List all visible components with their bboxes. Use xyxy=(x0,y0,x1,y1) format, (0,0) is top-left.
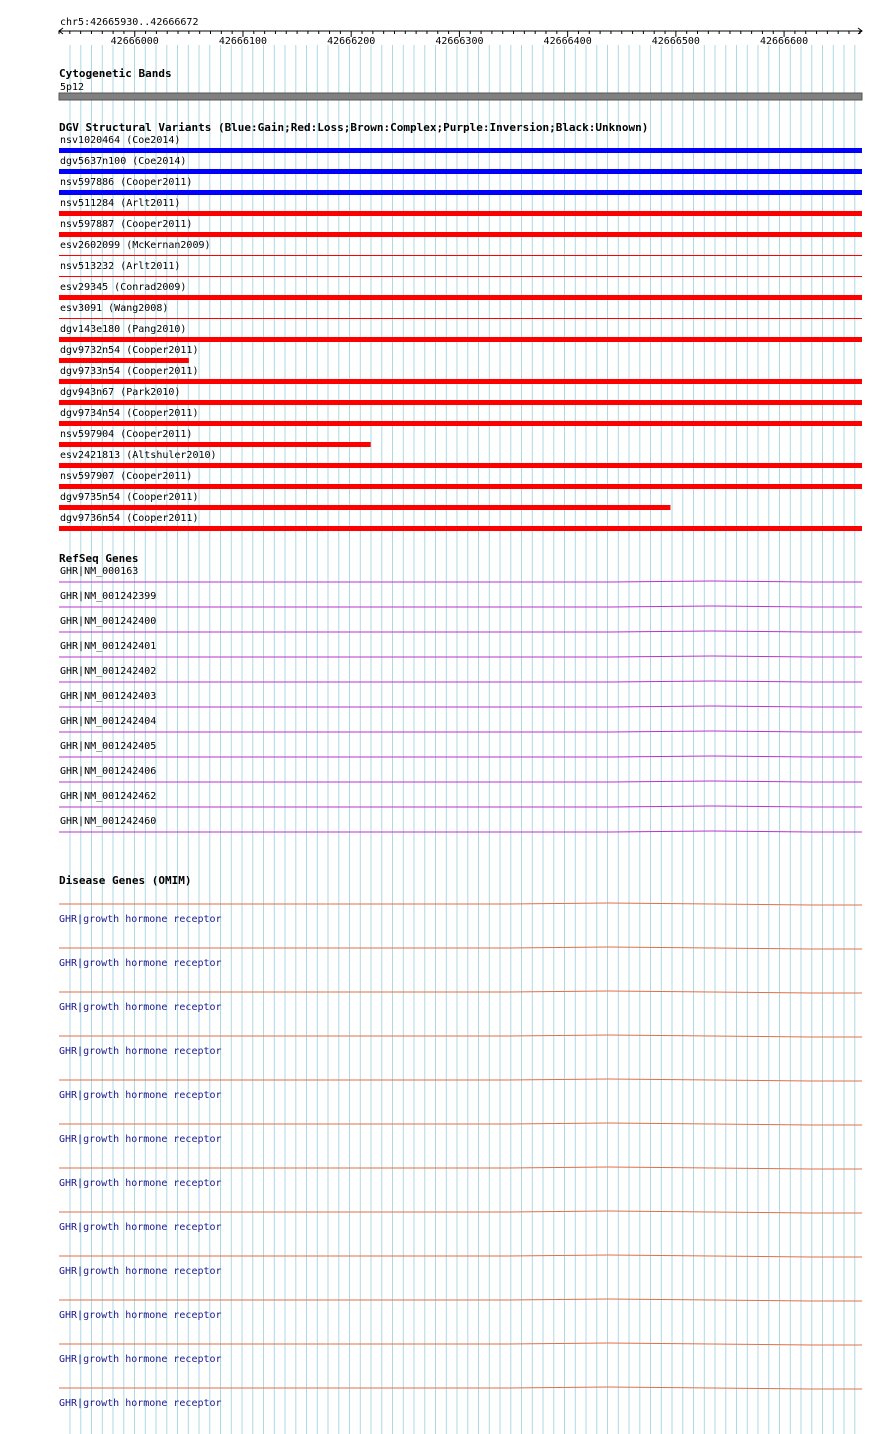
dgv-track-title: DGV Structural Variants (Blue:Gain;Red:Loss;Brown:Complex;Purple:Inversion;Black:Unknown) xyxy=(59,121,649,134)
dgv-variant-row[interactable] xyxy=(59,261,862,277)
dgv-variant-row[interactable] xyxy=(59,345,198,363)
omim-track-title: Disease Genes (OMIM) xyxy=(59,874,192,887)
dgv-variant-row[interactable] xyxy=(59,177,862,195)
dgv-variant-label: nsv1020464 (Coe2014) xyxy=(60,135,181,146)
dgv-variant-label: dgv9736n54 (Cooper2011) xyxy=(60,513,199,524)
dgv-variant-bar[interactable] xyxy=(59,442,371,447)
dgv-variant-label: dgv9732n54 (Cooper2011) xyxy=(60,345,199,356)
coordinate-ruler xyxy=(59,17,862,47)
dgv-variant-row[interactable] xyxy=(59,303,862,319)
refseq-gene-line[interactable] xyxy=(59,631,862,632)
refseq-gene-row[interactable] xyxy=(59,791,862,807)
dgv-variant-label: esv2421813 (Altshuler2010) xyxy=(60,450,217,461)
dgv-variant-label: dgv5637n100 (Coe2014) xyxy=(60,156,187,167)
omim-gene-label[interactable]: GHR|growth hormone receptor xyxy=(59,1090,222,1101)
dgv-variant-label: nsv597887 (Cooper2011) xyxy=(60,219,193,230)
ruler-tick-label: 42666400 xyxy=(543,36,592,47)
omim-gene-row[interactable] xyxy=(59,1343,862,1365)
omim-gene-row[interactable] xyxy=(59,1211,862,1233)
refseq-gene-row[interactable] xyxy=(59,716,862,732)
dgv-variant-bar[interactable] xyxy=(59,255,862,256)
refseq-gene-label: GHR|NM_001242462 xyxy=(60,791,157,802)
cytoband-track-title: Cytogenetic Bands xyxy=(59,67,172,80)
dgv-variant-bar[interactable] xyxy=(59,505,670,510)
dgv-variant-bar[interactable] xyxy=(59,148,862,153)
omim-gene-line[interactable] xyxy=(59,947,862,949)
region-label: chr5:42665930..42666672 xyxy=(60,17,199,28)
dgv-track xyxy=(59,121,862,531)
omim-gene-label[interactable]: GHR|growth hormone receptor xyxy=(59,1398,222,1409)
dgv-variant-row[interactable] xyxy=(59,429,371,447)
dgv-variant-bar[interactable] xyxy=(59,276,862,277)
omim-gene-line[interactable] xyxy=(59,1211,862,1213)
ruler-tick-label: 42666100 xyxy=(218,36,268,47)
omim-gene-label[interactable]: GHR|growth hormone receptor xyxy=(59,1222,222,1233)
omim-gene-row[interactable] xyxy=(59,947,862,969)
dgv-variant-row[interactable] xyxy=(59,450,862,468)
refseq-gene-row[interactable] xyxy=(59,616,862,632)
refseq-gene-row[interactable] xyxy=(59,816,862,832)
dgv-variant-row[interactable] xyxy=(59,324,862,342)
refseq-gene-line[interactable] xyxy=(59,781,862,782)
refseq-gene-line[interactable] xyxy=(59,831,862,832)
omim-gene-line[interactable] xyxy=(59,991,862,993)
ruler-tick-label: 42666600 xyxy=(759,36,809,47)
dgv-variant-label: nsv513232 (Arlt2011) xyxy=(60,261,181,272)
omim-gene-line[interactable] xyxy=(59,1255,862,1257)
dgv-variant-bar[interactable] xyxy=(59,526,862,531)
cytoband-bar[interactable] xyxy=(59,93,862,100)
dgv-variant-row[interactable] xyxy=(59,492,670,510)
dgv-variant-bar[interactable] xyxy=(59,211,862,216)
dgv-variant-row[interactable] xyxy=(59,240,862,256)
refseq-gene-label: GHR|NM_001242460 xyxy=(60,816,157,827)
cytoband-label: 5p12 xyxy=(60,82,85,93)
dgv-variant-bar[interactable] xyxy=(59,400,862,405)
omim-gene-line[interactable] xyxy=(59,1387,862,1389)
dgv-variant-bar[interactable] xyxy=(59,379,862,384)
omim-gene-row[interactable] xyxy=(59,1079,862,1101)
dgv-variant-bar[interactable] xyxy=(59,169,862,174)
dgv-variant-label: dgv143e180 (Pang2010) xyxy=(60,324,187,335)
omim-gene-row[interactable] xyxy=(59,991,862,1013)
dgv-variant-row[interactable] xyxy=(59,282,862,300)
omim-gene-line[interactable] xyxy=(59,1299,862,1301)
refseq-gene-row[interactable] xyxy=(59,641,862,657)
refseq-gene-line[interactable] xyxy=(59,706,862,707)
refseq-gene-row[interactable] xyxy=(59,741,862,757)
omim-gene-row[interactable] xyxy=(59,1387,862,1409)
omim-gene-row[interactable] xyxy=(59,1299,862,1321)
dgv-variant-bar[interactable] xyxy=(59,190,862,195)
omim-gene-label[interactable]: GHR|growth hormone receptor xyxy=(59,1354,222,1365)
refseq-gene-label: GHR|NM_001242406 xyxy=(60,766,157,777)
dgv-variant-bar[interactable] xyxy=(59,232,862,237)
refseq-gene-line[interactable] xyxy=(59,806,862,807)
refseq-gene-label: GHR|NM_001242403 xyxy=(60,691,157,702)
omim-gene-line[interactable] xyxy=(59,1123,862,1125)
refseq-gene-row[interactable] xyxy=(59,591,862,607)
refseq-gene-label: GHR|NM_001242401 xyxy=(60,641,157,652)
dgv-variant-bar[interactable] xyxy=(59,463,862,468)
omim-gene-row[interactable] xyxy=(59,1035,862,1057)
refseq-gene-label: GHR|NM_001242399 xyxy=(60,591,157,602)
ruler-tick-label: 42666500 xyxy=(651,36,700,47)
dgv-variant-label: esv2602099 (McKernan2009) xyxy=(60,240,211,251)
cytoband-track xyxy=(59,67,862,100)
refseq-gene-line[interactable] xyxy=(59,606,862,607)
dgv-variant-row[interactable] xyxy=(59,471,862,489)
dgv-variant-label: esv3091 (Wang2008) xyxy=(60,303,169,314)
dgv-variant-label: nsv597904 (Cooper2011) xyxy=(60,429,193,440)
omim-gene-label[interactable]: GHR|growth hormone receptor xyxy=(59,1046,222,1057)
omim-gene-line[interactable] xyxy=(59,1167,862,1169)
dgv-variant-bar[interactable] xyxy=(59,358,189,363)
omim-gene-label[interactable]: GHR|growth hormone receptor xyxy=(59,1002,222,1013)
dgv-variant-label: dgv9735n54 (Cooper2011) xyxy=(60,492,199,503)
omim-gene-label[interactable]: GHR|growth hormone receptor xyxy=(59,958,222,969)
ruler-tick-label: 42666200 xyxy=(327,36,376,47)
refseq-gene-row[interactable] xyxy=(59,766,862,782)
dgv-variant-row[interactable] xyxy=(59,387,862,405)
refseq-gene-row[interactable] xyxy=(59,666,862,682)
omim-gene-label[interactable]: GHR|growth hormone receptor xyxy=(59,914,222,925)
omim-gene-row[interactable] xyxy=(59,1123,862,1145)
refseq-gene-label: GHR|NM_001242405 xyxy=(60,741,157,752)
omim-track xyxy=(59,874,862,1409)
dgv-variant-label: dgv943n67 (Park2010) xyxy=(60,387,181,398)
dgv-variant-row[interactable] xyxy=(59,198,862,216)
dgv-variant-label: dgv9733n54 (Cooper2011) xyxy=(60,366,199,377)
refseq-gene-line[interactable] xyxy=(59,656,862,657)
dgv-variant-row[interactable] xyxy=(59,219,862,237)
omim-gene-line[interactable] xyxy=(59,1079,862,1081)
refseq-gene-label: GHR|NM_001242400 xyxy=(60,616,157,627)
omim-gene-label[interactable]: GHR|growth hormone receptor xyxy=(59,1178,222,1189)
refseq-track-title: RefSeq Genes xyxy=(59,552,139,565)
dgv-variant-bar[interactable] xyxy=(59,318,862,319)
ruler-ticks xyxy=(111,36,808,47)
dgv-variant-label: esv29345 (Conrad2009) xyxy=(60,282,187,293)
ruler-tick-label: 42666000 xyxy=(110,36,159,47)
dgv-variant-row[interactable] xyxy=(59,156,862,174)
omim-gene-row[interactable] xyxy=(59,1167,862,1189)
omim-gene-row[interactable] xyxy=(59,1255,862,1277)
dgv-variant-bar[interactable] xyxy=(59,337,862,342)
dgv-variant-row[interactable] xyxy=(59,135,862,153)
omim-gene-line[interactable] xyxy=(59,1343,862,1345)
omim-gene-line[interactable] xyxy=(59,903,862,905)
omim-gene-label[interactable]: GHR|growth hormone receptor xyxy=(59,1266,222,1277)
refseq-gene-label: GHR|NM_001242402 xyxy=(60,666,157,677)
refseq-gene-label: GHR|NM_001242404 xyxy=(60,716,157,727)
dgv-variant-label: nsv597907 (Cooper2011) xyxy=(60,471,193,482)
dgv-variant-row[interactable] xyxy=(59,408,862,426)
dgv-variant-bar[interactable] xyxy=(59,295,862,300)
dgv-variant-row[interactable] xyxy=(59,513,862,531)
refseq-gene-line[interactable] xyxy=(59,756,862,757)
omim-gene-row[interactable] xyxy=(59,903,862,925)
dgv-variant-bar[interactable] xyxy=(59,421,862,426)
refseq-track xyxy=(59,552,862,832)
refseq-gene-line[interactable] xyxy=(59,681,862,682)
refseq-gene-row[interactable] xyxy=(59,566,862,582)
refseq-gene-row[interactable] xyxy=(59,691,862,707)
refseq-gene-line[interactable] xyxy=(59,731,862,732)
dgv-variant-label: dgv9734n54 (Cooper2011) xyxy=(60,408,199,419)
ruler-tick-label: 42666300 xyxy=(435,36,484,47)
refseq-gene-line[interactable] xyxy=(59,581,862,582)
omim-gene-label[interactable]: GHR|growth hormone receptor xyxy=(59,1134,222,1145)
dgv-variant-bar[interactable] xyxy=(59,484,862,489)
omim-gene-label[interactable]: GHR|growth hormone receptor xyxy=(59,1310,222,1321)
refseq-gene-label: GHR|NM_000163 xyxy=(60,566,139,577)
dgv-variant-row[interactable] xyxy=(59,366,862,384)
omim-gene-line[interactable] xyxy=(59,1035,862,1037)
dgv-variant-label: nsv597886 (Cooper2011) xyxy=(60,177,193,188)
dgv-variant-label: nsv511284 (Arlt2011) xyxy=(60,198,181,209)
